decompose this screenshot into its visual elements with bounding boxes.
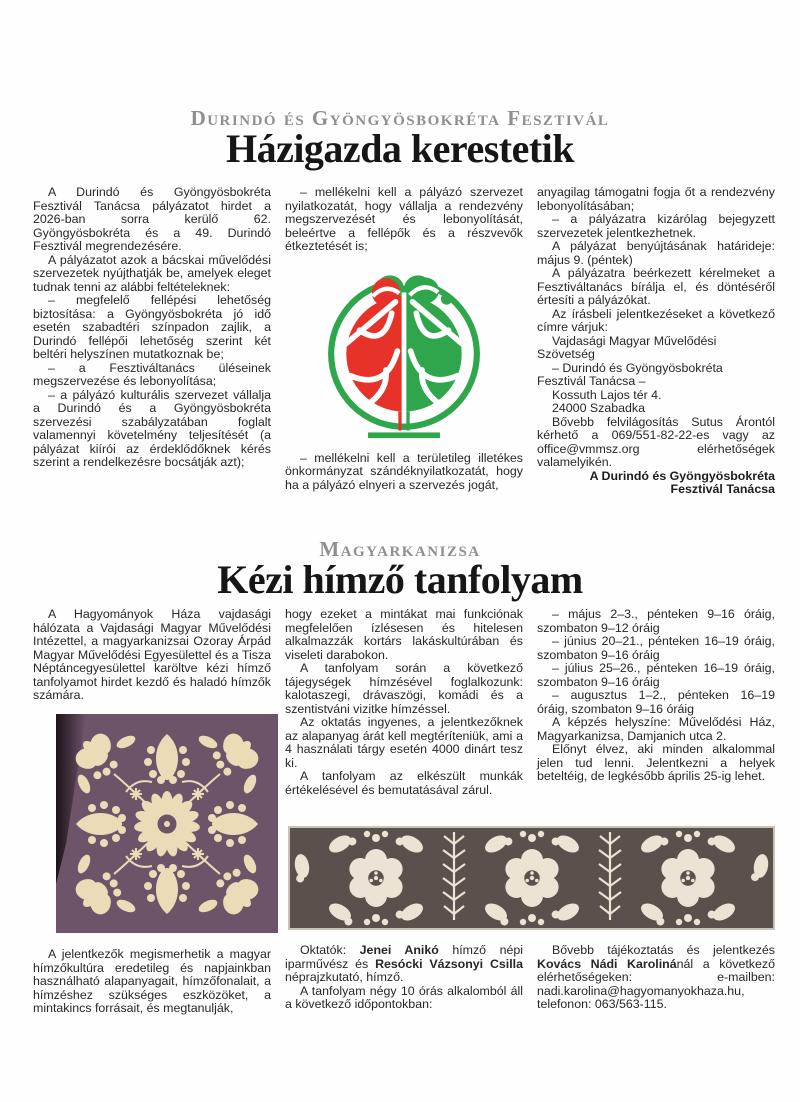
body-paragraph: A pályázat benyújtásának határideje: május 9. (péntek) (537, 239, 775, 267)
text-run: néprajzkutató, hímző. (285, 970, 404, 984)
schedule-item: – június 20–21., pénteken 16–19 óráig, szombaton 9–16 óráig (537, 634, 775, 662)
body-paragraph: A Hagyományok Háza vajdasági hálózata a Vajdasági Magyar Művelődési Intézettel, a magyarkanizsai Ozoray Árpád Magyar Művelődési Egyesülettel és a Tisza Néptáncegyesülettel karöltve kézi hímző tanfolyamot hirdet kezdő és haladó hímzők számára. (33, 607, 271, 702)
body-paragraph: Bővebb felvilágosítás Sutus Árontól kérhető a 069/551-82-22-es vagy az office@vmmsz.org elérhetőségek valamelyikén. (537, 414, 775, 469)
body-paragraph: A tanfolyam során a következő tájegységek hímzésével foglalkozunk: kalotaszegi, drávaszögi, komádi és a szentistváni vizitke hímzéssel. (285, 661, 523, 716)
article1-column-2 (285, 186, 523, 492)
body-paragraph: A tanfolyam az elkészült munkák értékelésével és bemutatásával zárul. (285, 769, 523, 797)
body-paragraph: – mellékelni kell a területileg illetékes önkormányzat szándéknyilatkozatát, hogy ha a pályázó elnyeri a szervezés jogát, (285, 450, 523, 492)
article2-column-2 (285, 608, 523, 797)
text-run: Fesztivál Tanácsa (670, 482, 775, 497)
text-run: Oktatók: (300, 943, 360, 957)
body-paragraph: A pályázatot azok a bácskai művelődési szervezetek nyújthatják be, amelyek eleget tudnak tenni az alábbi feltételeknek: (33, 252, 271, 294)
body-paragraph: hogy ezeket a mintákat mai funkciónak megfelelően ízlésesen és hitelesen alkalmazzák kortárs lakáskultúrában és viseleti darabokon. (285, 607, 523, 662)
article2-column-1-continued (33, 948, 271, 1016)
article2-column-3-continued (537, 944, 775, 1012)
instructor-name: Resócki Vázsonyi Csilla (375, 956, 523, 971)
article2-column-1 (33, 608, 271, 703)
article1-column-1 (33, 186, 271, 470)
body-paragraph: A tanfolyam négy 10 órás alkalomból áll a következő időpontokban: (285, 983, 523, 1011)
address-line: – Durindó és Gyöngyösbokréta Fesztivál Tanácsa – (537, 360, 723, 388)
festival-logo (302, 264, 506, 440)
schedule-item: – július 25–26., pénteken 16–19 óráig, szombaton 9–16 óráig (537, 661, 775, 689)
schedule-item: – május 2–3., pénteken 9–16 óráig, szombaton 9–12 óráig (537, 607, 775, 635)
embroidery-band-image (288, 826, 775, 930)
article1-signoff (537, 470, 775, 497)
body-paragraph: A képzés helyszíne: Művelődési Ház, Magyarkanizsa, Damjanich utca 2. (537, 715, 775, 743)
body-paragraph: – mellékelni kell a pályázó szervezet nyilatkozatát, hogy vállalja a rendezvény megszervezését és lebonyolítását, beleértve a fellépők és a részvevők étkeztetését is; (285, 185, 523, 253)
body-paragraph: A pályázatra beérkezett kérelmeket a Fesztiváltanács bírálja el, és döntéséről értesíti a pályázókat. (537, 266, 775, 307)
text-run: A Durindó és Gyöngyösbokréta (589, 468, 775, 483)
address-line: Kossuth Lajos tér 4. (552, 387, 662, 402)
body-paragraph: – a pályázatra kizárólag bejegyzett szervezetek jelentkezhetnek. (537, 212, 775, 240)
embroidery-square-image (56, 714, 278, 933)
article1-kicker: Durindó és Gyöngyösbokréta Fesztivál (190, 106, 610, 130)
embroidery-photo-square (56, 714, 278, 938)
festival-logo-icon (302, 264, 506, 440)
article2-kicker: Magyarkanizsa (319, 537, 481, 561)
schedule-item: – augusztus 1–2., pénteken 16–19 óráig, szombaton 9–16 óráig (537, 688, 775, 716)
address-line: 24000 Szabadka (552, 401, 646, 415)
contact-paragraph (537, 944, 775, 1012)
text-run: nál a következő elérhetőségeken: e-mailben: nadi.karolina@hagyomanyokhaza.hu, telefonon: 063/563-115. (537, 956, 775, 1011)
body-paragraph: Előnyt élvez, aki minden alkalommal jelen tud lenni. Jelentkezni a helyek beteltéig, de legkésőbb április 25-ig lehet. (537, 742, 775, 783)
article1-headline: Házigazda kerestetik (225, 126, 575, 171)
body-paragraph: – a pályázó kulturális szervezet vállalja a Durindó és a Gyöngyösbokréta szervezési szabályzatában foglalt valamennyi követelmény teljesítését (a pályázat kiírói az érdeklődőknek kérés szerint a rendelkezésre bocsátják azt); (33, 387, 271, 469)
article1-column-3 (537, 186, 775, 497)
body-paragraph: A jelentkezők megismerhetik a magyar hímzőkultúra eredetileg és napjainkban használható alapanyagait, hímzőfonalait, a hímzéshez szükséges eszközöket, a mintakincs forrásait, és megtanulják, (33, 947, 271, 1015)
body-paragraph: anyagilag támogatni fogja őt a rendezvény lebonyolításában; (537, 185, 775, 213)
instructors-paragraph (285, 944, 523, 985)
address-line: Vajdasági Magyar Művelődési Szövetség (537, 333, 717, 361)
instructor-name: Jenei Anikó (359, 943, 439, 957)
body-paragraph: – a Fesztiváltanács üléseinek megszervezése és lebonyolítása; (33, 360, 271, 388)
text-run: hímző népi iparművész és (285, 943, 523, 971)
article2-column-2-continued (285, 944, 523, 1012)
body-paragraph: Az oktatás ingyenes, a jelentkezőknek az alapanyag árát kell megtéríteniük, ami a 4 használati tárgy esetén 4000 dinárt tesz ki. (285, 715, 523, 770)
embroidery-photo-band (288, 826, 775, 935)
contact-name: Kovács Nádi Karoliná (537, 956, 677, 971)
body-paragraph: – megfelelő fellépési lehetőség biztosítása: a Gyöngyösbokréta jó idő esetén szabadtéri színpadon zajlik, a Durindó fellépői lehetőség szerint két beltéri helyszínen mutatkoznak be; (33, 293, 271, 361)
body-paragraph: A Durindó és Gyöngyösbokréta Fesztivál Tanácsa pályázatot hirdet a 2026-ban sorra kerülő 62. Gyöngyösbokréta és a 49. Durindó Fesztivál megrendezésére. (33, 185, 271, 253)
text-run: Bővebb tájékoztatás és jelentkezés (552, 943, 775, 957)
article2-headline: Kézi hímző tanfolyam (217, 557, 583, 602)
body-paragraph: Az írásbeli jelentkezéseket a következő címre várjuk: (537, 306, 775, 334)
article2-column-3 (537, 608, 775, 784)
